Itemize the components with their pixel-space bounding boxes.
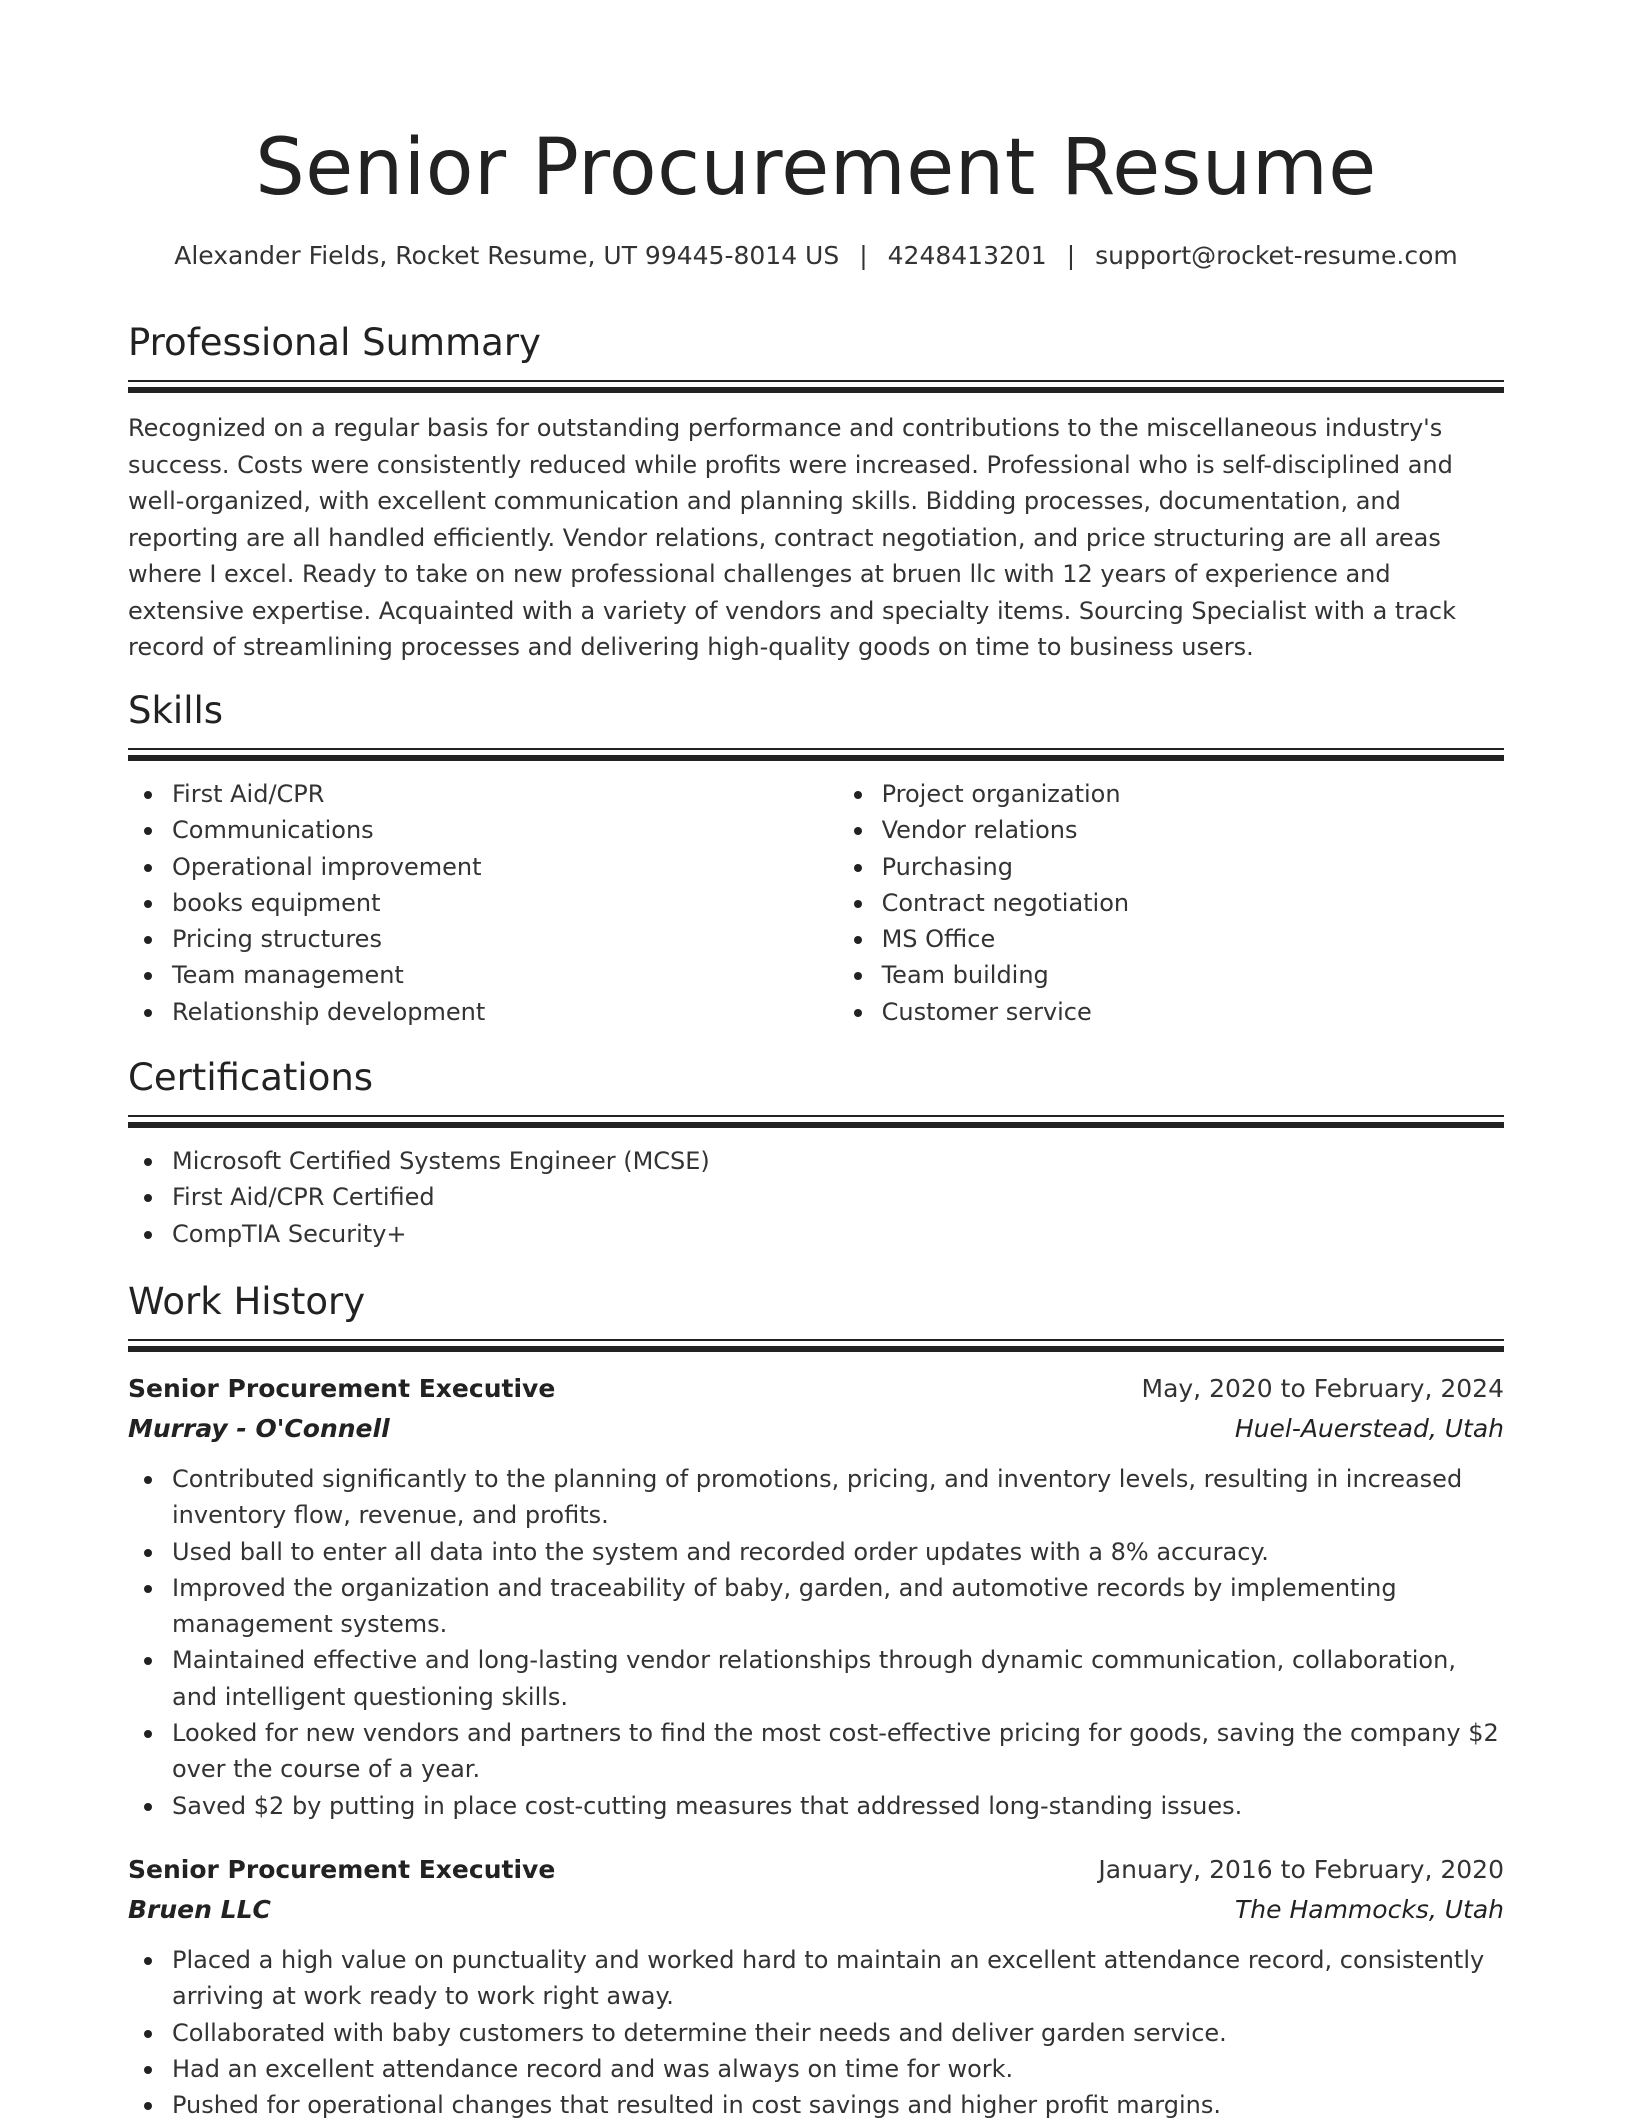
job-company-row xyxy=(128,1890,1504,1930)
summary-text: Recognized on a regular basis for outstanding performance and contributions to the miscellaneous industry's success. Costs were consistently reduced while profits were increased. Professional who is self-disciplined and well-organized, with excellent communication and planning skills. Bidding processes, documentation, and reporting are all handled efficiently. Vendor relations, contract negotiation, and price structuring are all areas where I excel. Ready to take on new professional challenges at bruen llc with 12 years of experience and extensive expertise. Acquainted with a variety of vendors and specialty items. Sourcing Specialist with a track record of streamlining processes and delivering high-quality goods on time to business users. xyxy=(128,414,1456,661)
summary-heading: Professional Summary xyxy=(128,321,541,364)
job-header-row xyxy=(128,1850,1504,1890)
section-divider xyxy=(128,748,1504,762)
job-duty-item: Looked for new vendors and partners to find the most cost-effective pricing for goods, saving the company $2 over the course of a year. xyxy=(172,1715,1504,1788)
job-entry xyxy=(128,1369,1504,1824)
certifications-list xyxy=(128,1143,1504,1252)
skill-item: Operational improvement xyxy=(172,849,838,885)
skill-item: First Aid/CPR xyxy=(172,776,838,812)
job-duty-item: Collaborated with baby customers to determine their needs and deliver garden service. xyxy=(172,2015,1504,2051)
skill-item: Pricing structures xyxy=(172,921,838,957)
certifications-heading: Certifications xyxy=(128,1056,374,1099)
job-duty-item: Maintained effective and long-lasting vendor relationships through dynamic communication, collaboration, and intelligent questioning skills. xyxy=(172,1642,1504,1715)
skill-item: Purchasing xyxy=(882,849,1504,885)
job-company: Murray - O'Connell xyxy=(128,1414,390,1443)
job-entry xyxy=(128,1850,1504,2123)
job-duty-item: Pushed for operational changes that resulted in cost savings and higher profit margins. xyxy=(172,2087,1504,2123)
job-location: The Hammocks, Utah xyxy=(1235,1894,1504,1924)
job-location: Huel-Auerstead, Utah xyxy=(1234,1414,1504,1443)
job-title: Senior Procurement Executive xyxy=(128,1854,556,1884)
contact-phone: 4248413201 xyxy=(887,241,1047,270)
certification-item: First Aid/CPR Certified xyxy=(172,1179,1504,1215)
skill-item: Relationship development xyxy=(172,994,838,1030)
job-duty-item: Placed a high value on punctuality and worked hard to maintain an excellent attendance record, consistently arriving at work ready to work right away. xyxy=(172,1942,1504,2015)
job-company-row xyxy=(128,1409,1504,1449)
skills-section xyxy=(128,686,1504,1030)
skill-item: Contract negotiation xyxy=(882,885,1504,921)
job-dates: January, 2016 to February, 2020 xyxy=(1098,1854,1504,1884)
skill-item: Customer service xyxy=(882,994,1504,1030)
job-duty-item: Contributed significantly to the planning of promotions, pricing, and inventory levels, resulting in increased inventory flow, revenue, and profits. xyxy=(172,1461,1504,1534)
section-divider xyxy=(128,1339,1504,1353)
certifications-section xyxy=(128,1053,1504,1252)
summary-section xyxy=(128,318,1504,666)
work-history-heading: Work History xyxy=(128,1280,366,1323)
contact-separator: | xyxy=(1066,241,1076,270)
skill-item: Communications xyxy=(172,812,838,848)
job-duties-list xyxy=(128,1461,1504,1824)
work-history-section xyxy=(128,1277,1504,2123)
section-divider xyxy=(128,380,1504,394)
skill-item: Team management xyxy=(172,957,838,993)
skill-item: Vendor relations xyxy=(882,812,1504,848)
contact-line xyxy=(128,238,1504,274)
contact-separator: | xyxy=(859,241,868,270)
job-duties-list xyxy=(128,1942,1504,2123)
job-company: Bruen LLC xyxy=(128,1894,271,1924)
certification-item: CompTIA Security+ xyxy=(172,1216,1504,1252)
section-divider xyxy=(128,1115,1504,1129)
job-title: Senior Procurement Executive xyxy=(128,1374,556,1403)
job-header-row xyxy=(128,1369,1504,1409)
job-duty-item: Saved $2 by putting in place cost-cutting measures that addressed long-standing issues. xyxy=(172,1788,1504,1824)
skills-heading: Skills xyxy=(128,689,224,732)
job-duty-item: Had an excellent attendance record and was always on time for work. xyxy=(172,2051,1504,2087)
contact-email: support@rocket-resume.com xyxy=(1095,241,1458,270)
contact-address: Alexander Fields, Rocket Resume, UT 99445-8014 US xyxy=(174,241,840,270)
document-title: Senior Procurement Resume xyxy=(255,123,1377,213)
skill-item: MS Office xyxy=(882,921,1504,957)
skills-left-list xyxy=(128,776,838,1030)
job-duty-item: Improved the organization and traceability of baby, garden, and automotive records by implementing management systems. xyxy=(172,1570,1504,1643)
skills-columns xyxy=(128,762,1504,1030)
skill-item: Project organization xyxy=(882,776,1504,812)
job-duty-item: Used ball to enter all data into the system and recorded order updates with a 8% accuracy. xyxy=(172,1534,1504,1570)
job-dates: May, 2020 to February, 2024 xyxy=(1141,1374,1504,1403)
skill-item: books equipment xyxy=(172,885,838,921)
skill-item: Team building xyxy=(882,957,1504,993)
certification-item: Microsoft Certified Systems Engineer (MCSE) xyxy=(172,1143,1504,1179)
skills-right-list xyxy=(838,776,1504,1030)
